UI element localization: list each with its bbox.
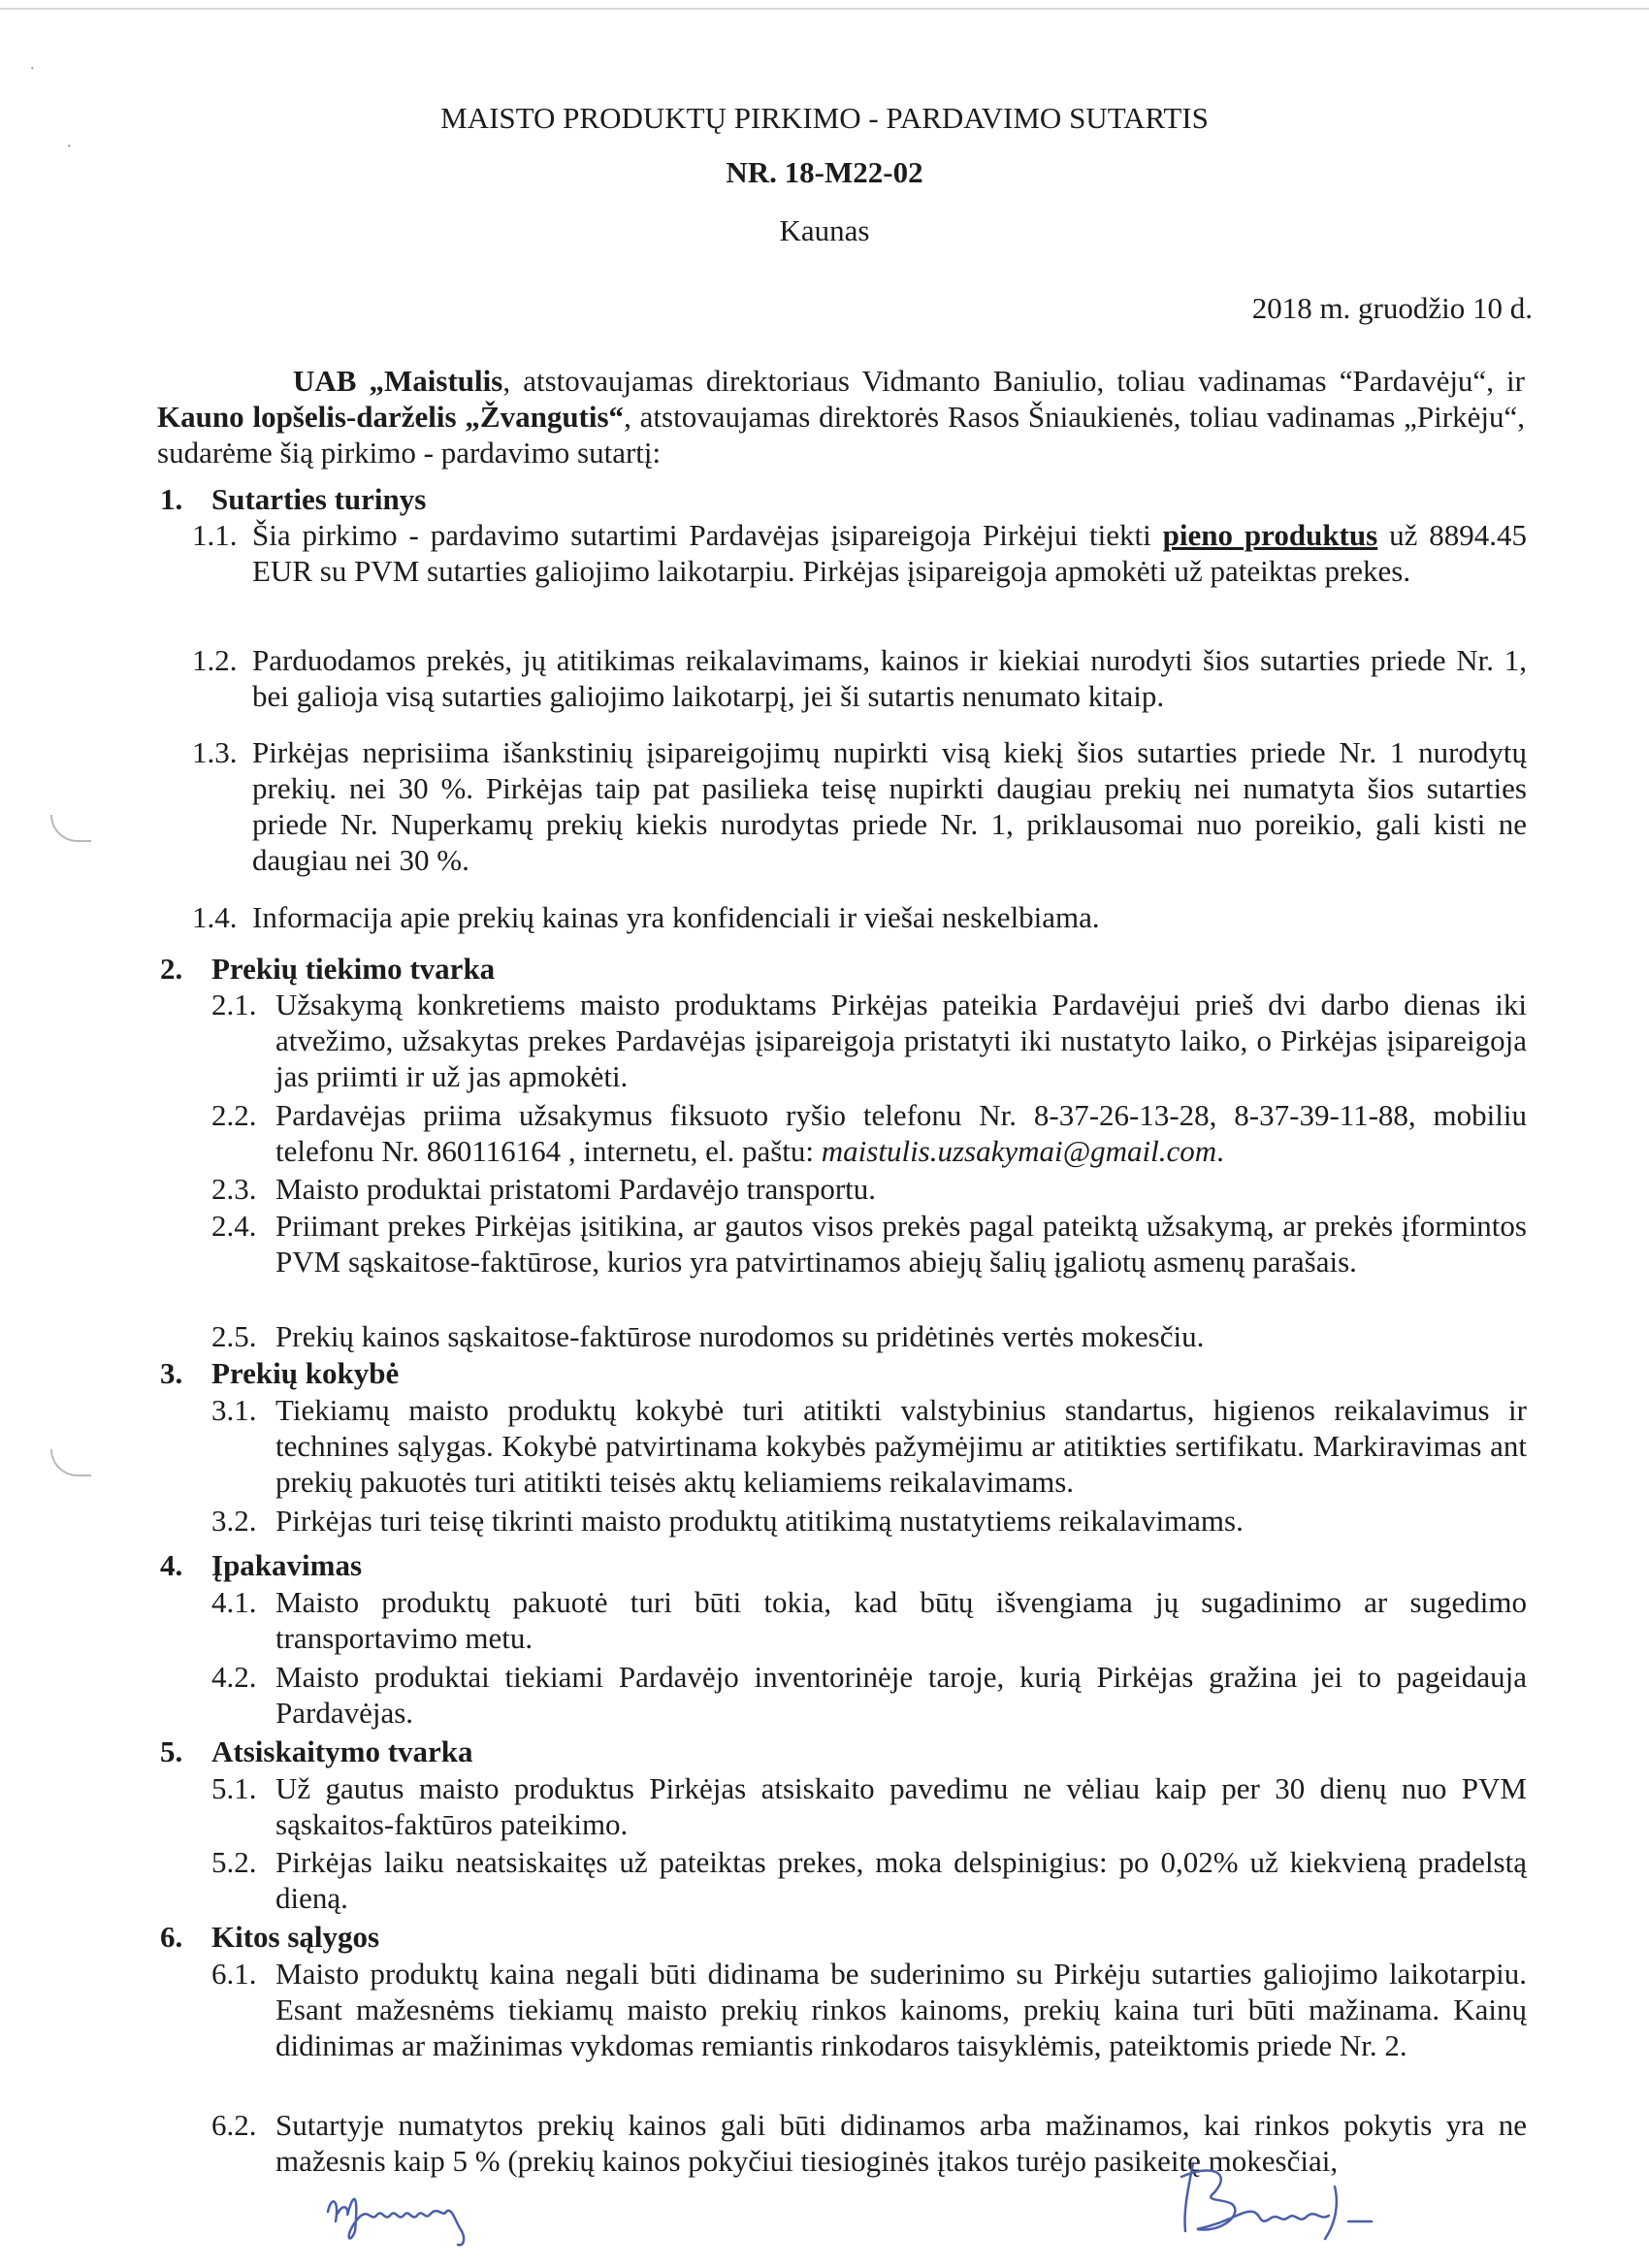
contract-date: 2018 m. gruodžio 10 d. [1251,291,1533,325]
clause: 3.2. Pirkėjas turi teisę tikrinti maisto produktų atitikimą nustatytiems reikalavimams. [211,1504,1244,1538]
clause: 2.3. Maisto produktai pristatomi Pardavėjo transportu. [211,1172,877,1206]
clause-number: 5.2. [211,1845,257,1879]
clause: 2.4. Priimant prekes Pirkėjas įsitikina, ar gautos visos prekės pagal pateiktą užsakymą, ar prekės įformintos PVM sąskaitose-faktūrose, kurios yra patvirtinamos abiejų šalių įgaliotų asmenų parašais. [211,1209,1527,1279]
clause-number: 5.1. [211,1771,257,1805]
section-heading: 5. Atsiskaitymo tvarka [160,1734,473,1768]
clause: 6.1. Maisto produktų kaina negali būti didinama be suderinimo su Pirkėju sutarties galiojimo laikotarpiu. Esant mažesnėms tiekiamų maisto prekių rinkos kainoms, prekių kaina turi būti mažinama. Kainų didinimas ar mažinimas vykdomas remiantis rinkodaros taisyklėmis, pateiktomis priede Nr. 2. [211,1957,1527,2062]
section-heading: 3. Prekių kokybė [160,1356,400,1390]
clause-number: 1.3. [192,735,238,769]
scan-top-edge [0,8,1649,10]
clause: 5.1. Už gautus maisto produktus Pirkėjas atsiskaito pavedimu ne vėliau kaip per 30 dienų nuo PVM sąskaitos-faktūros pateikimo. [211,1771,1527,1841]
section-heading: 4. Įpakavimas [160,1548,363,1582]
intro-paragraph [157,363,1525,470]
clause-number: 2.4. [211,1209,257,1243]
clause: 1.3. Pirkėjas neprisiima išankstinių įsipareigojimų nupirkti visą kiekį šios sutarties priede Nr. 1 nurodytų prekių. nei 30 %. Pirkėjas taip pat pasilieka teisę nupirkti daugiau prekių nei numatyta šios sutarties priede Nr. Nuperkamų prekių kiekis nurodytas priede Nr. 1, priklausomai nuo poreikio, gali kisti ne daugiau nei 30 %. [192,735,1527,877]
clause-number: 4.2. [211,1660,257,1694]
section-heading: 6. Kitos sąlygos [160,1920,380,1954]
clause-number: 3.1. [211,1393,257,1427]
clause: 2.1. Užsakymą konkretiems maisto produktams Pirkėjas pateikia Pardavėjui prieš dvi darbo dienas iki atvežimo, užsakytas prekes Pardavėjas įsipareigoja pristatyti iki nustatyto laiko, o Pirkėjas įsipareigoja jas priimti ir už jas apmokėti. [211,988,1527,1093]
clause: 2.2. Pardavėjas priima užsakymus fiksuoto ryšio telefonu Nr. 8-37-26-13-28, 8-37-39-11-88, mobiliu telefonu Nr. 860116164 , internetu, el. paštu: maistulis.uzsakymai@gmail.com. [211,1098,1527,1168]
clause-number: 6.1. [211,1957,257,1991]
clause: 2.5. Prekių kainos sąskaitose-faktūrose nurodomos su pridėtinės vertės mokesčiu. [211,1319,1205,1353]
clause-number: 2.2. [211,1098,257,1132]
punch-hole-mark [50,1449,91,1476]
clause-number: 1.1. [192,518,238,552]
intro-text-1: , atstovaujamas direktoriaus Vidmanto Baniulio, toliau vadinamas “Pardavėju“, ir [502,364,1525,398]
order-email: maistulis.uzsakymai@gmail.com [821,1134,1217,1168]
contract-city: Kaunas [779,213,870,247]
scan-speck: · [66,136,73,157]
clause: 4.2. Maisto produktai tiekiami Pardavėjo inventorinėje taroje, kurią Pirkėjas gražina jei to pageidauja Pardavėjas. [211,1660,1527,1730]
section-heading: 2. Prekių tiekimo tvarka [160,952,496,986]
product-type-emphasis: pieno produktus [1162,518,1378,552]
scan-speck: · [29,58,36,80]
clause-number: 2.1. [211,988,257,1021]
document-title: MAISTO PRODUKTŲ PIRKIMO - PARDAVIMO SUTARTIS [440,101,1209,135]
buyer-signature [320,2173,495,2251]
clause-number: 4.1. [211,1585,257,1619]
section-heading: 1. Sutarties turinys [160,482,427,516]
buyer-name: Kauno lopšelis-darželis „Žvangutis“ [157,400,625,434]
seller-signature [1164,2144,1416,2251]
clause-number: 1.2. [192,643,238,677]
clause: 6.2. Sutartyje numatytos prekių kainos gali būti didinamos arba mažinamos, kai rinkos pokytis yra ne mažesnis kaip 5 % (prekių kainos pokyčiui tiesioginės įtakos turėjo pasikeitę mokesčiai, [211,2108,1527,2178]
clause-number: 6.2. [211,2108,257,2142]
clause-number: 2.3. [211,1172,257,1206]
clause-number: 2.5. [211,1319,257,1353]
punch-hole-mark [50,815,91,842]
clause: 1.2. Parduodamos prekės, jų atitikimas reikalavimams, kainos ir kiekiai nurodyti šios sutarties priede Nr. 1, bei galioja visą sutarties galiojimo laikotarpį, jei ši sutartis nenumato kitaip. [192,643,1527,713]
clause: 5.2. Pirkėjas laiku neatsiskaitęs už pateiktas prekes, moka delspinigius: po 0,02% už kiekvieną pradelstą dieną. [211,1845,1527,1915]
clause: 4.1. Maisto produktų pakuotė turi būti tokia, kad būtų išvengiama jų sugadinimo ar sugedimo transportavimo metu. [211,1585,1527,1655]
clause: 1.1. Šia pirkimo - pardavimo sutartimi Pardavėjas įsipareigoja Pirkėjui tiekti pieno produktus už 8894.45 EUR su PVM sutarties galiojimo laikotarpiu. Pirkėjas įsipareigoja apmokėti už pateiktas prekes. [192,518,1527,588]
clause-number: 3.2. [211,1504,257,1538]
seller-name: UAB „Maistulis [293,364,503,398]
intro-text-2: , atstovaujamas direktorės Rasos Šniaukienės, toliau vadinamas „Pirkėju“, sudarėme šią pirkimo - pardavimo sutartį: [157,400,1525,470]
contract-number: NR. 18-M22-02 [726,155,923,189]
clause-number: 1.4. [192,900,238,934]
clause: 1.4. Informacija apie prekių kainas yra konfidenciali ir viešai neskelbiama. [192,900,1100,934]
clause: 3.1. Tiekiamų maisto produktų kokybė turi atitikti valstybinius standartus, higienos reikalavimus ir technines sąlygas. Kokybė patvirtinama kokybės pažymėjimu ar atitikties sertifikatu. Markiravimas ant prekių pakuotės turi atitikti teisės aktų keliamiems reikalavimams. [211,1393,1527,1499]
